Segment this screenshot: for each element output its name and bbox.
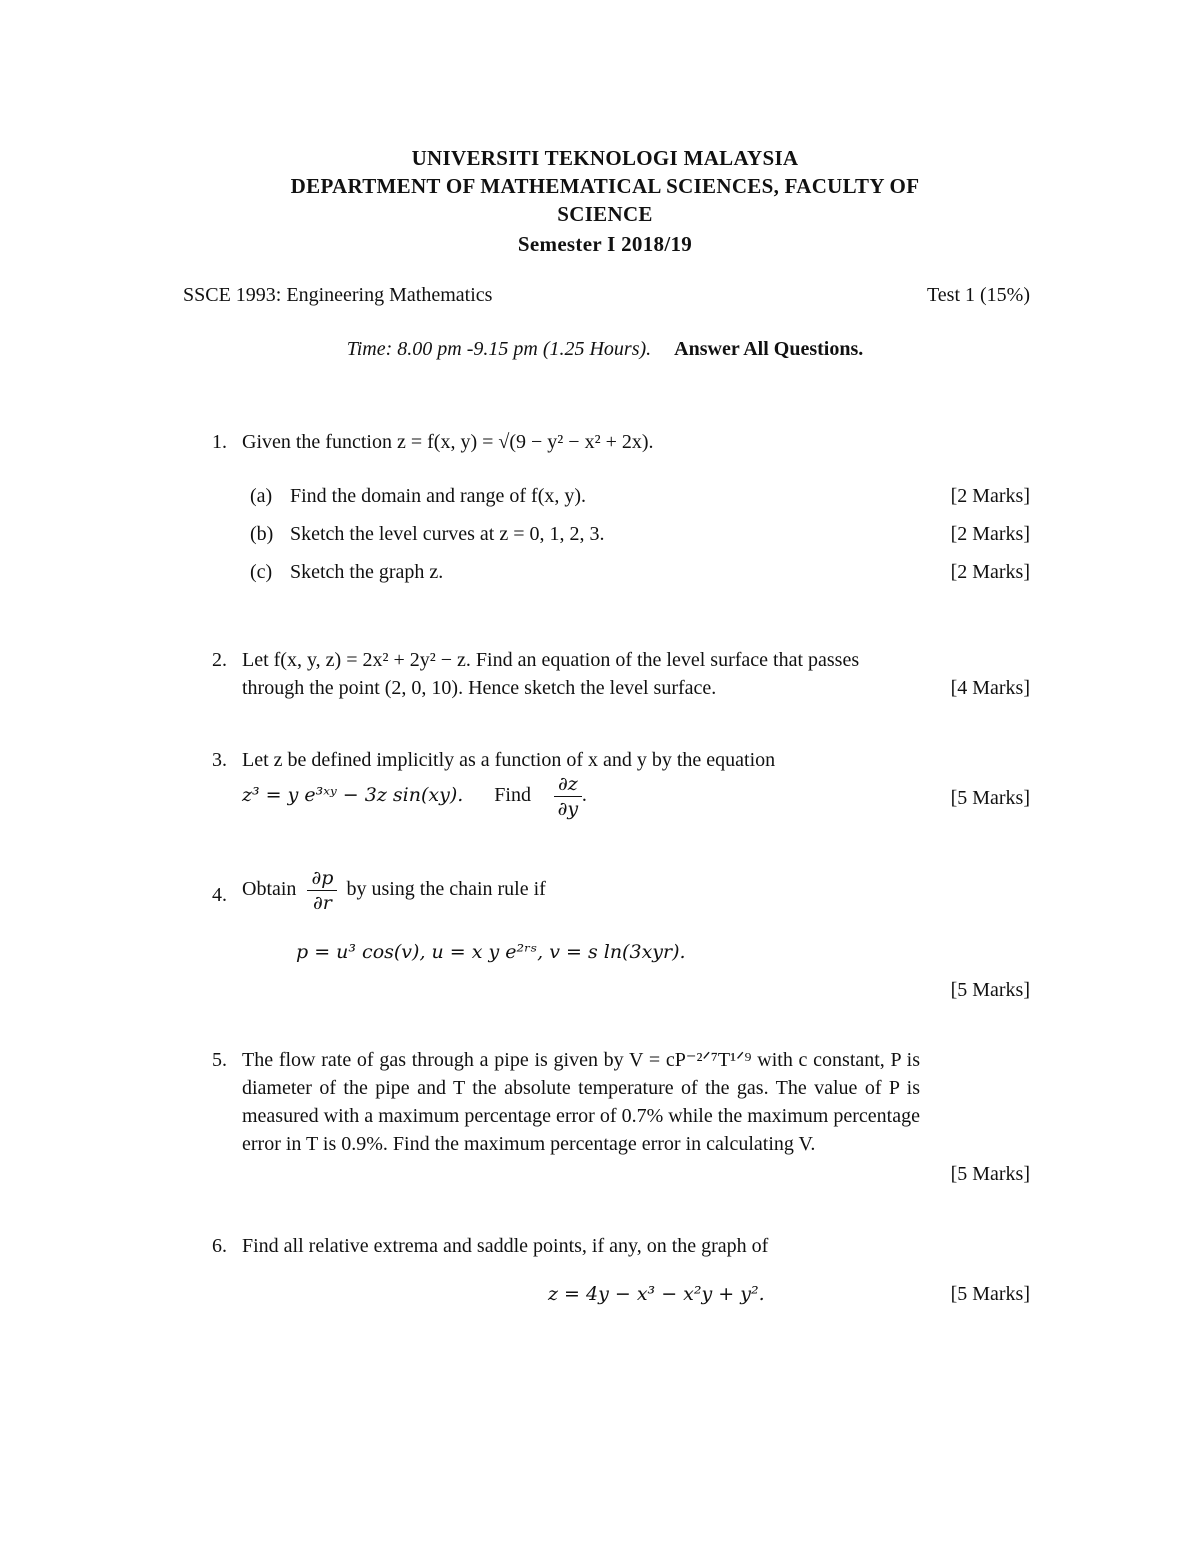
chain-rule-equations (296, 938, 1030, 966)
question-number: 5. (212, 1049, 227, 1071)
question-6 (212, 1232, 1030, 1312)
marks: [2 Marks] (950, 485, 1030, 507)
course-row (183, 284, 1030, 307)
marks: [5 Marks] (950, 1283, 1030, 1305)
question-number: 2. (212, 649, 227, 671)
marks: [5 Marks] (950, 979, 1030, 1001)
question-5 (212, 1046, 1030, 1196)
marks: [2 Marks] (950, 523, 1030, 545)
question-line-1: Let f(x, y, z) = 2x² + 2y² − z. Find an equation of the level surface that passes (242, 649, 860, 671)
part-label: (b) (250, 523, 274, 545)
marks: [2 Marks] (950, 561, 1030, 583)
equation: z³ = y e³ˣʸ − 3z sin(xy). (242, 784, 464, 807)
equation: p = u³ cos(v), u = x y e²ʳˢ, v = s ln(3xyr). (296, 941, 686, 963)
marks: [5 Marks] (950, 787, 1030, 809)
semester: Semester I 2018/19 (517, 232, 693, 256)
part-label: (c) (250, 561, 273, 583)
marks: [4 Marks] (950, 677, 1030, 699)
department-line-1: DEPARTMENT OF MATHEMATICAL SCIENCES, FACULTY OF (290, 174, 920, 198)
fraction-numerator: ∂z (554, 772, 582, 797)
time-row (180, 338, 1030, 361)
question-line-2: through the point (2, 0, 10). Hence sketch the level surface. (242, 677, 717, 699)
question-text: Find all relative extrema and saddle points, if any, on the graph of (242, 1235, 769, 1257)
fraction-denominator: ∂y (557, 798, 579, 820)
test-label: Test 1 (15%) (926, 284, 1030, 306)
fraction-denominator: ∂r (312, 892, 332, 914)
question-number: 4. (212, 884, 227, 906)
question-text: The flow rate of gas through a pipe is given by V = cP⁻²ᐟ⁷T¹ᐟ⁹ with c constant, P is diameter of the pipe and T the absolute temperature of the gas. The value of P is measured with a maximum percentage error of 0.7% while the maximum percentage error in T is 0.9%. Find the maximum percentage error in calculating V. (242, 1049, 920, 1155)
partial-fraction (554, 772, 582, 821)
partial-fraction (307, 866, 337, 915)
part-text: Find the domain and range of f(x, y). (290, 485, 587, 507)
part-text: Sketch the graph z. (290, 561, 444, 583)
find-label: Find (494, 784, 531, 807)
course-title: SSCE 1993: Engineering Mathematics (183, 284, 493, 306)
question-1 (212, 428, 1030, 588)
question-number: 1. (212, 431, 227, 453)
question-2 (212, 646, 1030, 706)
obtain-label: Obtain (242, 878, 297, 901)
fraction-numerator: ∂p (307, 866, 337, 891)
question-text: Given the function z = f(x, y) = √(9 − y² − x² + 2x). (242, 431, 654, 453)
instruction-text: Answer All Questions. (674, 338, 864, 360)
question-equation-row: z³ = y e³ˣʸ − 3z sin(xy). Find $\frac{\partial z}{\partial y}$ . (242, 773, 587, 820)
part-label: (a) (250, 485, 273, 507)
part-text: Sketch the level curves at z = 0, 1, 2, 3. (290, 523, 605, 545)
department-line-2: SCIENCE (557, 202, 653, 226)
question-number: 6. (212, 1235, 227, 1257)
university-name: UNIVERSITI TEKNOLOGI MALAYSIA (411, 146, 799, 170)
question-4 (212, 866, 1030, 1006)
question-tail: by using the chain rule if (346, 878, 546, 901)
exam-header (180, 144, 1030, 258)
question-line-1: Let z be defined implicitly as a function of x and y by the equation (242, 749, 776, 771)
equation: z = 4y − x³ − x²y + y². (548, 1283, 765, 1305)
marks: [5 Marks] (950, 1163, 1030, 1185)
question-number: 3. (212, 749, 227, 771)
time-text: Time: 8.00 pm -9.15 pm (1.25 Hours). (346, 338, 652, 360)
question-3 (212, 746, 1030, 836)
question-line-1 (242, 866, 1030, 915)
